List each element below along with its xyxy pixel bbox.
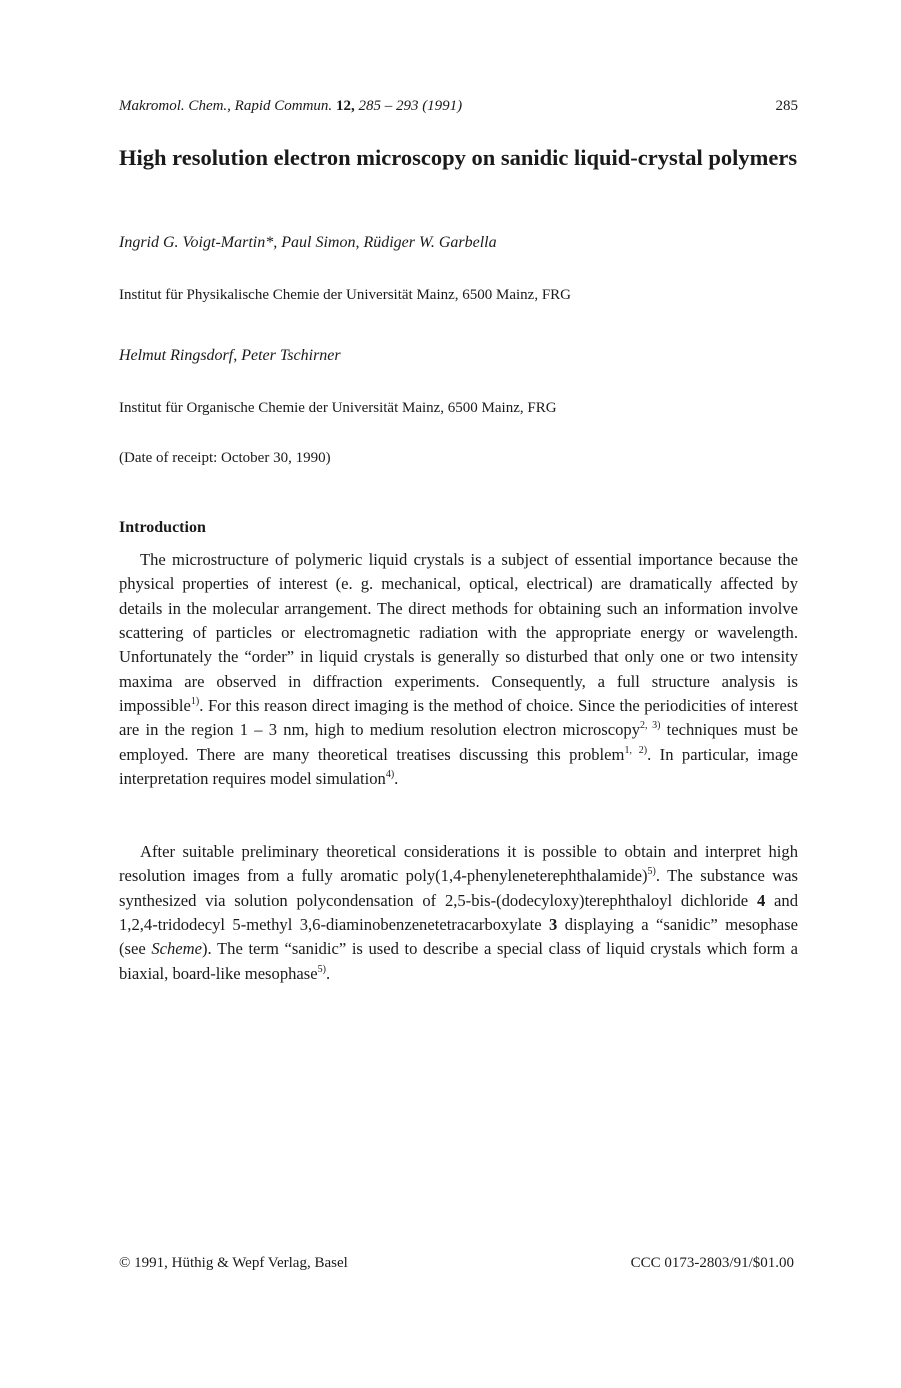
introduction-paragraph-2 [119,840,798,986]
affiliation-1: Institut für Physikalische Chemie der Universität Mainz, 6500 Mainz, FRG [119,287,572,303]
reference-marker: 2, 3) [640,720,661,732]
page-footer [119,1253,794,1273]
author-list-2: Helmut Ringsdorf, Peter Tschirner [119,347,341,364]
paper-title: High resolution electron microscopy on sanidic liquid-crystal polymers [119,145,798,170]
scheme-reference: Scheme [151,939,203,959]
reference-marker: 5) [647,866,656,878]
reference-marker: 1, 2) [624,744,648,756]
text-run: . [325,963,331,983]
compound-number: 3 [549,915,558,935]
running-head [119,96,798,116]
affiliation-2: Institut für Organische Chemie der Universität Mainz, 6500 Mainz, FRG [119,400,557,416]
text-run: techniques must be employed. There are many theoretical treatises discussing this problem [119,720,799,764]
text-run: After suitable preliminary theoretical considerations it is possible to obtain and interpret high resolution images from a fully aromatic poly(1,4-phenyleneterephthalamide) [119,842,798,886]
paper-page [119,0,798,1388]
reference-marker: 4) [385,769,395,781]
journal-volume: 12, [335,98,355,114]
section-heading-introduction: Introduction [119,519,206,536]
text-run: displaying a “sanidic” mesophase (see [119,915,799,959]
ccc-code: CCC 0173-2803/91/$01.00 [630,1255,794,1271]
reference-marker: 5) [317,963,326,975]
journal-pages: 285 – 293 (1991) [358,98,463,114]
text-run: . In particular, image interpretation requires model simulation [119,744,798,789]
text-run: The microstructure of polymeric liquid crystals is a subject of essential importance because the physical properties of interest (e. g. mechanical, optical, electrical) are dramatically affected by details in the molecular arrangement. The direct methods for obtaining such an information involve scattering of particles or electromagnetic radiation with the appropriate energy or wavelength. Unfortunately the “order” in liquid crystals is generally so disturbed that only one or two intensity maxima are observed in diffraction experiments. Consequently, a full structure analysis is impossible [119,550,798,716]
author-list-1: Ingrid G. Voigt-Martin*, Paul Simon, Rüdiger W. Garbella [119,234,497,251]
copyright-notice: © 1991, Hüthig & Wepf Verlag, Basel [119,1255,348,1271]
journal-citation [119,98,462,114]
text-run: ). The term “sanidic” is used to describe a special class of liquid crystals which form a biaxial, board-like mesophase [119,939,798,983]
text-run: . For this reason direct imaging is the method of choice. Since the periodicities of interest are in the region 1 – 3 nm, high to medium resolution electron microscopy [119,696,798,740]
journal-name: Makromol. Chem., Rapid Commun. [119,98,333,114]
text-run: . [394,769,399,789]
page-number: 285 [775,98,798,114]
compound-number: 4 [756,890,766,910]
introduction-paragraph-1 [119,548,798,791]
date-of-receipt: (Date of receipt: October 30, 1990) [119,450,331,466]
reference-marker: 1) [190,696,200,708]
text-run: and 1,2,4-tridodecyl 5-methyl 3,6-diaminobenzenetetracarboxylate [119,890,798,935]
text-run: . The substance was synthesized via solution polycondensation of 2,5-bis-(dodecyloxy)terephthaloyl dichloride [119,866,798,910]
